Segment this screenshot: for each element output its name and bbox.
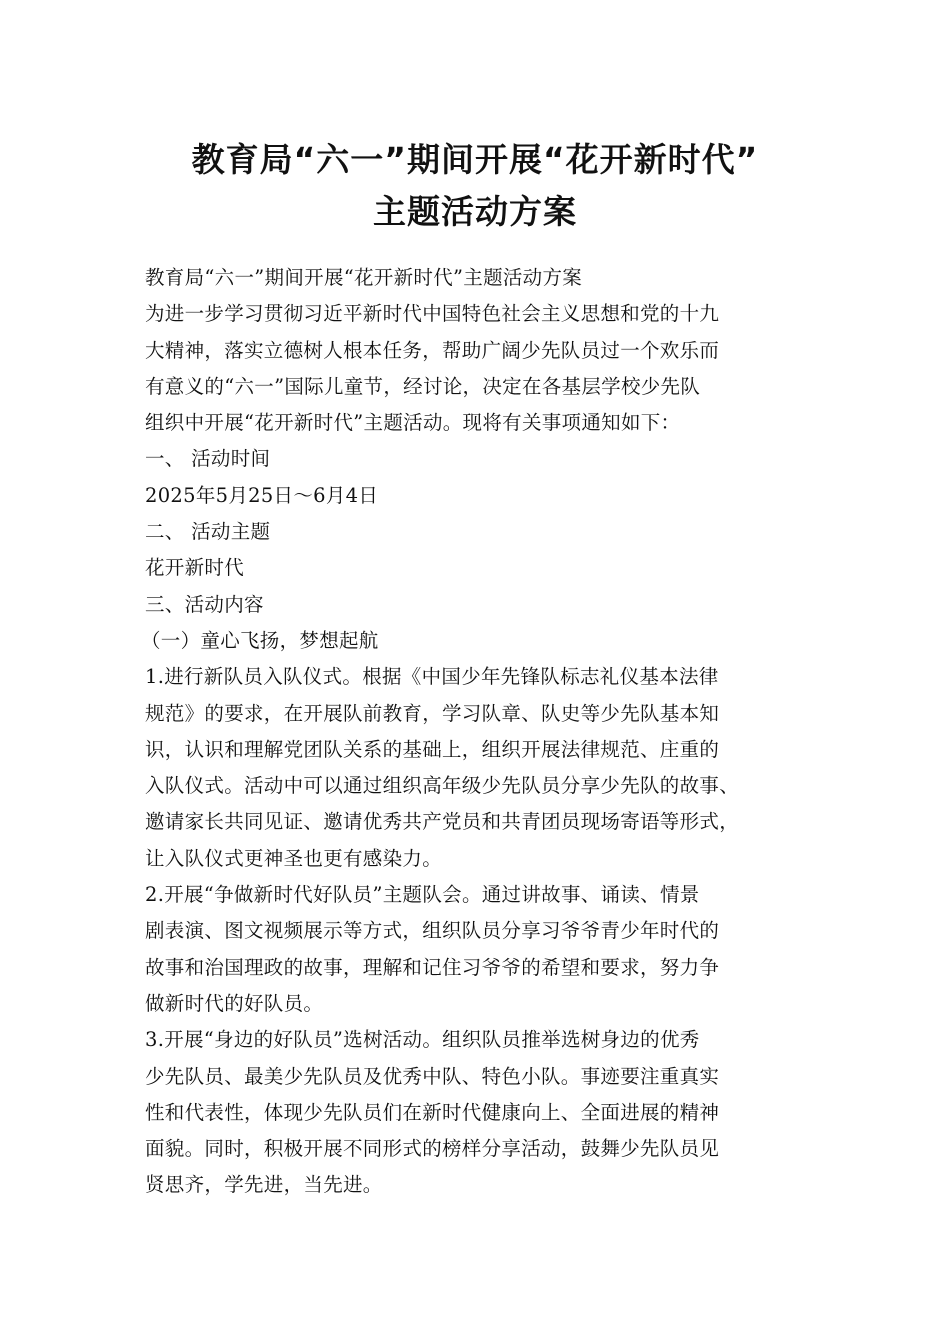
subtitle-line: 教育局“六一”期间开展“花开新时代”主题活动方案 bbox=[145, 266, 583, 289]
document-title-line-1: 教育局“六一”期间开展“花开新时代” bbox=[191, 140, 759, 179]
paragraph-line: 组织中开展“花开新时代”主题活动。现将有关事项通知如下： bbox=[145, 411, 681, 435]
section-heading: 二、 活动主题 bbox=[145, 520, 271, 544]
paragraph-line: 少先队员、最美少先队员及优秀中队、特色小队。事迹要注重真实 bbox=[145, 1064, 720, 1088]
paragraph-line: 面貌。同时，积极开展不同形式的榜样分享活动，鼓舞少先队员见 bbox=[145, 1137, 720, 1161]
paragraph-line: 2.开展“争做新时代好队员”主题队会。通过讲故事、诵读、情景 bbox=[145, 883, 700, 907]
document-title-line-2: 主题活动方案 bbox=[373, 192, 577, 231]
paragraph-line: 性和代表性，体现少先队员们在新时代健康向上、全面进展的精神 bbox=[145, 1100, 720, 1124]
paragraph-line: 让入队仪式更神圣也更有感染力。 bbox=[145, 846, 443, 870]
paragraph-line: 3.开展“身边的好队员”选树活动。组织队员推举选树身边的优秀 bbox=[145, 1028, 700, 1052]
paragraph-line: 为进一步学习贯彻习近平新时代中国特色社会主义思想和党的十九 bbox=[145, 302, 720, 326]
document-body bbox=[141, 260, 815, 1204]
paragraph-line: 大精神，落实立德树人根本任务，帮助广阔少先队员过一个欢乐而 bbox=[145, 338, 720, 362]
paragraph-line: 剧表演、图文视频展示等方式，组织队员分享习爷爷青少年时代的 bbox=[145, 919, 720, 943]
subsection-heading: （一）童心飞扬，梦想起航 bbox=[141, 628, 379, 652]
paragraph-line: 邀请家长共同见证、邀请优秀共产党员和共青团员现场寄语等形式， bbox=[145, 810, 740, 834]
paragraph-line: 2025年5月25日～6月4日 bbox=[145, 483, 379, 507]
paragraph-line: 规范》的要求，在开展队前教育，学习队章、队史等少先队基本知 bbox=[145, 701, 720, 725]
paragraph-line: 1.进行新队员入队仪式。根据《中国少年先锋队标志礼仪基本法律 bbox=[145, 665, 719, 689]
paragraph-line: 做新时代的好队员。 bbox=[145, 991, 324, 1015]
paragraph-line: 入队仪式。活动中可以通过组织高年级少先队员分享少先队的故事、 bbox=[145, 774, 740, 798]
paragraph-line: 有意义的“六一”国际儿童节，经讨论，决定在各基层学校少先队 bbox=[145, 374, 701, 398]
paragraph-line: 故事和治国理政的故事，理解和记住习爷爷的希望和要求，努力争 bbox=[145, 955, 720, 979]
section-heading: 一、 活动时间 bbox=[145, 447, 271, 471]
paragraph-line: 贤思齐，学先进，当先进。 bbox=[145, 1173, 383, 1197]
paragraph-line: 花开新时代 bbox=[145, 556, 245, 580]
paragraph-line: 识，认识和理解党团队关系的基础上，组织开展法律规范、庄重的 bbox=[145, 737, 720, 761]
section-heading: 三、活动内容 bbox=[145, 592, 264, 616]
